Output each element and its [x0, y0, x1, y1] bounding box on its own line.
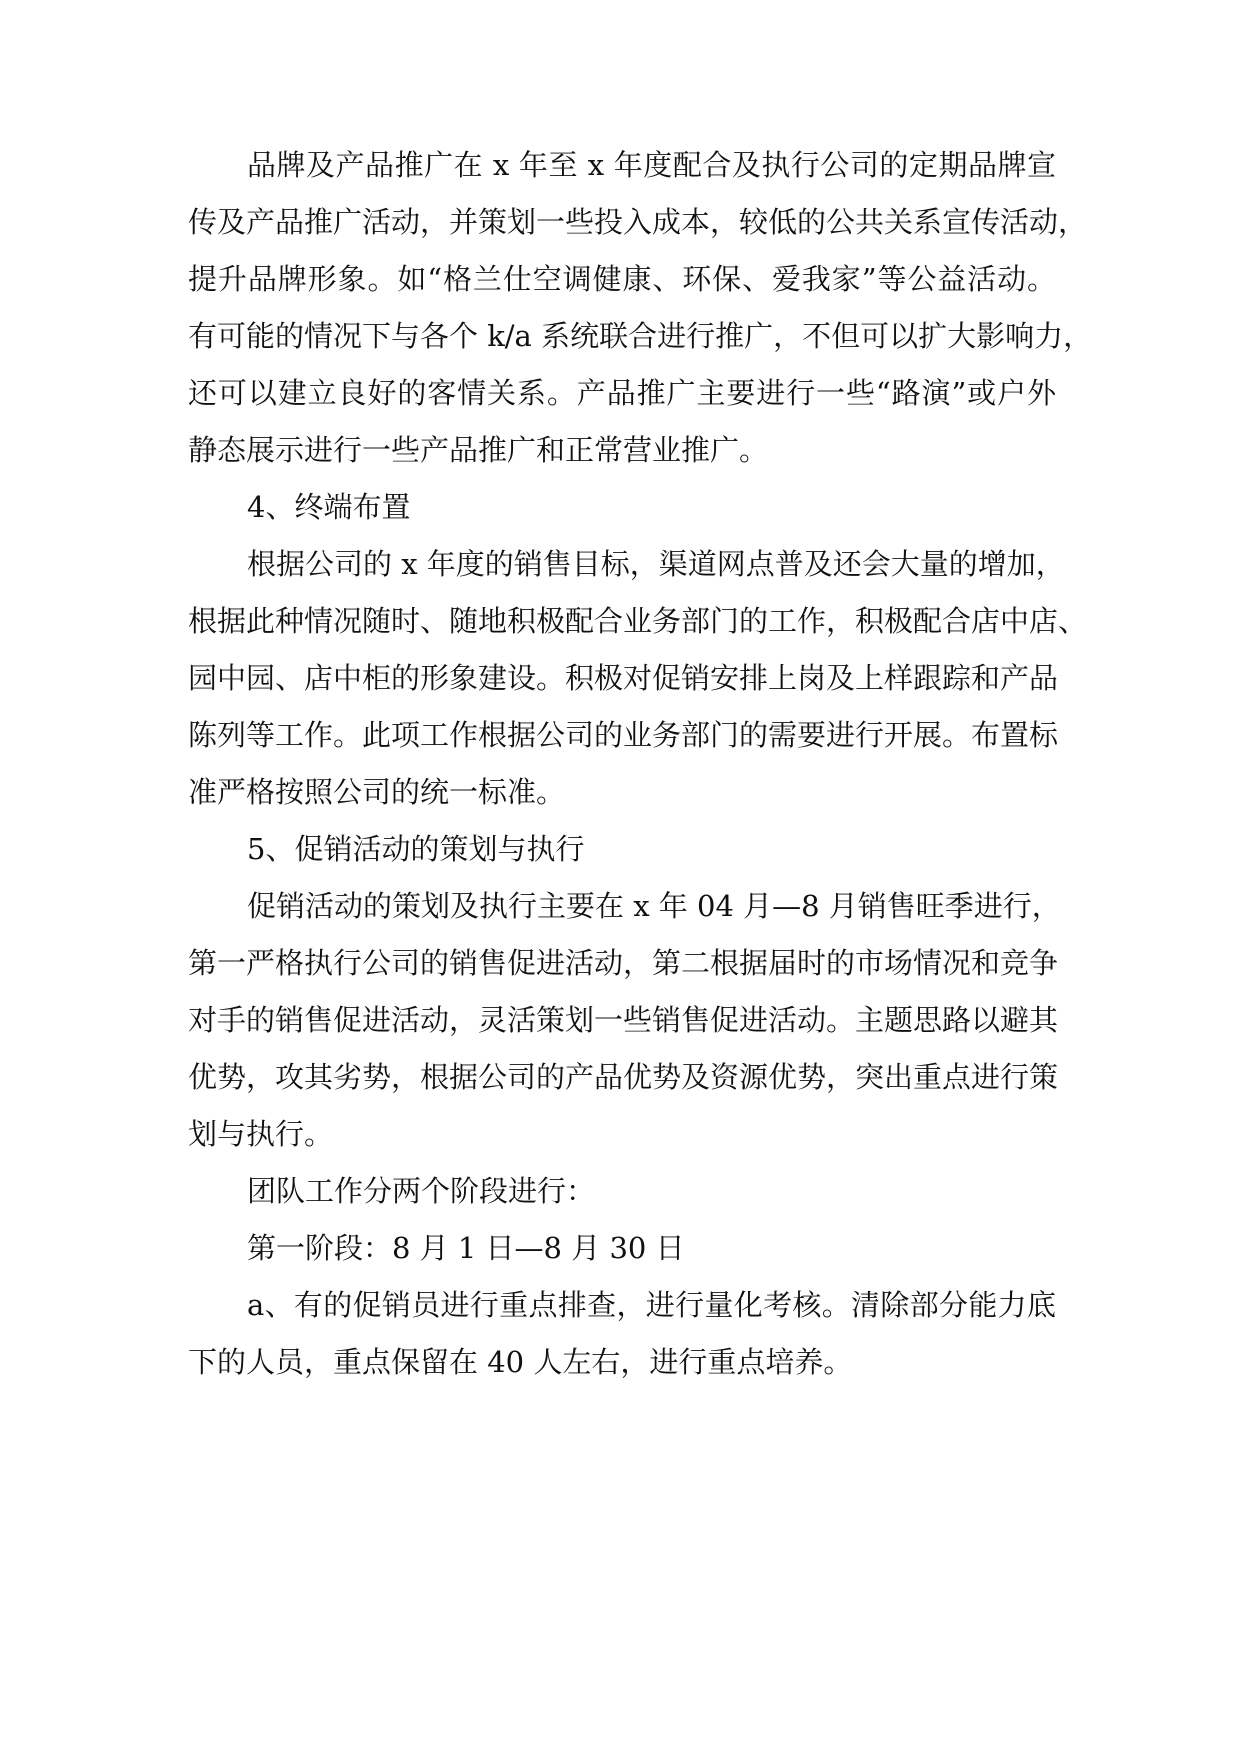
paragraph-line: 对手的销售促进活动，灵活策划一些销售促进活动。主题思路以避其	[188, 1003, 1059, 1037]
section-heading: 4、终端布置	[247, 490, 411, 524]
paragraph-line: 陈列等工作。此项工作根据公司的业务部门的需要进行开展。布置标	[188, 718, 1059, 752]
paragraph-line: a、有的促销员进行重点排查，进行量化考核。清除部分能力底	[247, 1288, 1056, 1322]
paragraph-line: 根据此种情况随时、随地积极配合业务部门的工作，积极配合店中店、	[188, 604, 1088, 638]
team-stage-intro: 团队工作分两个阶段进行：	[247, 1174, 596, 1208]
paragraph-line: 划与执行。	[188, 1117, 334, 1151]
paragraph-line: 提升品牌形象。如“格兰仕空调健康、环保、爱我家”等公益活动。	[188, 262, 1056, 296]
paragraph-line: 根据公司的 x 年度的销售目标，渠道网点普及还会大量的增加，	[247, 547, 1065, 581]
paragraph-line: 优势，攻其劣势，根据公司的产品优势及资源优势，突出重点进行策	[188, 1060, 1059, 1094]
paragraph-line: 园中园、店中柜的形象建设。积极对促销安排上岗及上样跟踪和产品	[188, 661, 1059, 695]
paragraph-line: 促销活动的策划及执行主要在 x 年 04 月—8 月销售旺季进行，	[247, 889, 1061, 923]
stage-one-heading: 第一阶段：8 月 1 日—8 月 30 日	[247, 1231, 685, 1265]
section-heading: 5、促销活动的策划与执行	[247, 832, 585, 866]
paragraph-line: 传及产品推广活动，并策划一些投入成本，较低的公共关系宣传活动，	[188, 205, 1088, 239]
paragraph-line: 准严格按照公司的统一标准。	[188, 775, 566, 809]
paragraph-line: 还可以建立良好的客情关系。产品推广主要进行一些“路演”或户外	[188, 376, 1056, 410]
paragraph-line: 品牌及产品推广在 x 年至 x 年度配合及执行公司的定期品牌宣	[247, 148, 1056, 182]
paragraph-line: 有可能的情况下与各个 k/a 系统联合进行推广，不但可以扩大影响力，	[188, 319, 1093, 353]
paragraph-line: 第一严格执行公司的销售促进活动，第二根据届时的市场情况和竞争	[188, 946, 1059, 980]
paragraph-line: 下的人员，重点保留在 40 人左右，进行重点培养。	[188, 1345, 853, 1379]
paragraph-line: 静态展示进行一些产品推广和正常营业推广。	[188, 433, 769, 467]
